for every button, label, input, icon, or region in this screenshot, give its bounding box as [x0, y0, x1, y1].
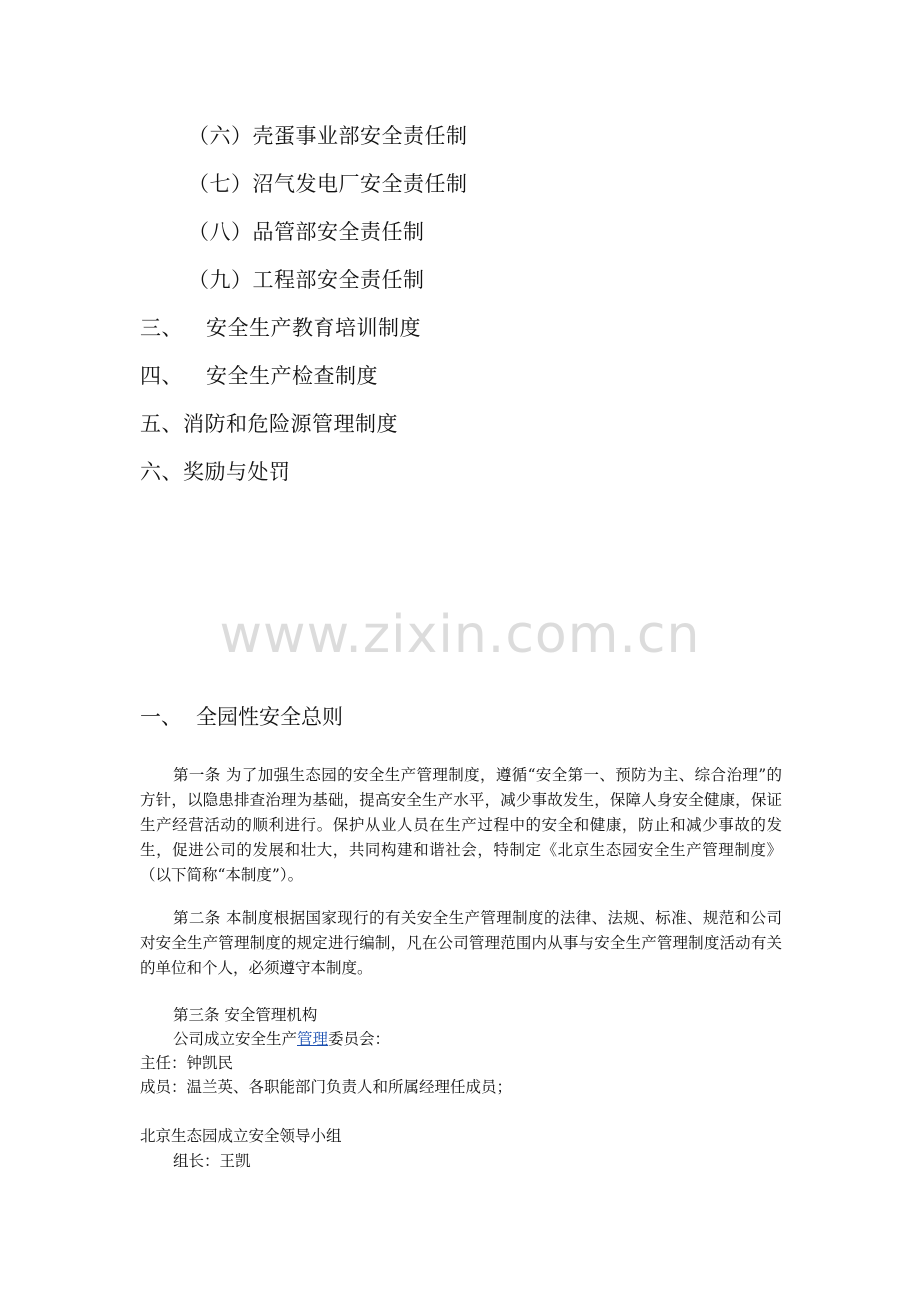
watermark: www.zixin.com.cn	[219, 605, 701, 665]
toc-text: 消防和危险源管理制度	[183, 412, 398, 436]
article-3-title: 第三条 安全管理机构	[173, 1006, 318, 1024]
section-title: 全园性安全总则	[196, 705, 343, 729]
toc-item-9	[188, 266, 425, 294]
toc-number: （九）	[188, 268, 253, 292]
toc-text: 安全生产检查制度	[206, 364, 378, 388]
toc-text: 奖励与处罚	[183, 460, 291, 484]
management-link[interactable]: 管理	[297, 1030, 329, 1048]
toc-item-6	[188, 122, 468, 150]
toc-number: 四、	[140, 364, 183, 388]
director-line: 主任：钟凯民	[140, 1054, 234, 1072]
section-number: 一、	[140, 705, 182, 729]
toc-item-six	[140, 458, 291, 486]
toc-item-five	[140, 410, 398, 438]
toc-text: 壳蛋事业部安全责任制	[252, 124, 468, 148]
committee-text-end: 委员会：	[328, 1030, 391, 1048]
toc-number: 六、	[140, 460, 183, 484]
members-line: 成员：温兰英、各职能部门负责人和所属经理任成员；	[140, 1078, 513, 1096]
toc-item-8	[188, 218, 425, 246]
article-1: 第一条 为了加强生态园的安全生产管理制度，遵循“安全第一、预防为主、综合治理”的方针，以隐患排查治理为基础，提高安全生产水平，减少事故发生，保障人身安全健康，保证生产经营活动的顺利进行。保护从业人员在生产过程中的安全和健康，防止和减少事故的发生，促进公司的发展和壮大，共同构建和谐社会，特制定《北京生态园安全生产管理制度》（以下简称“本制度”）。	[140, 766, 782, 884]
leading-group-line: 北京生态园成立安全领导小组	[140, 1127, 342, 1145]
toc-text: 沼气发电厂安全责任制	[252, 172, 468, 196]
toc-text: 安全生产教育培训制度	[206, 316, 421, 340]
toc-item-four	[140, 362, 378, 390]
toc-number: 五、	[140, 412, 183, 436]
toc-number: 三、	[140, 316, 183, 340]
section-heading	[140, 703, 343, 731]
toc-number: （七）	[188, 172, 253, 196]
toc-item-7	[188, 170, 468, 198]
committee-text: 公司成立安全生产	[173, 1030, 298, 1048]
toc-number: （八）	[188, 220, 253, 244]
article-2: 第二条 本制度根据国家现行的有关安全生产管理制度的法律、法规、标准、规范和公司对安全生产管理制度的规定进行编制，凡在公司管理范围内从事与安全生产管理制度活动有关的单位和个人，必须遵守本制度。	[140, 909, 782, 977]
toc-number: （六）	[188, 124, 253, 148]
toc-text: 品管部安全责任制	[252, 220, 425, 244]
toc-item-three	[140, 314, 421, 342]
group-leader-line: 组长：王凯	[173, 1152, 251, 1170]
committee-line	[173, 1028, 390, 1050]
toc-text: 工程部安全责任制	[252, 268, 425, 292]
